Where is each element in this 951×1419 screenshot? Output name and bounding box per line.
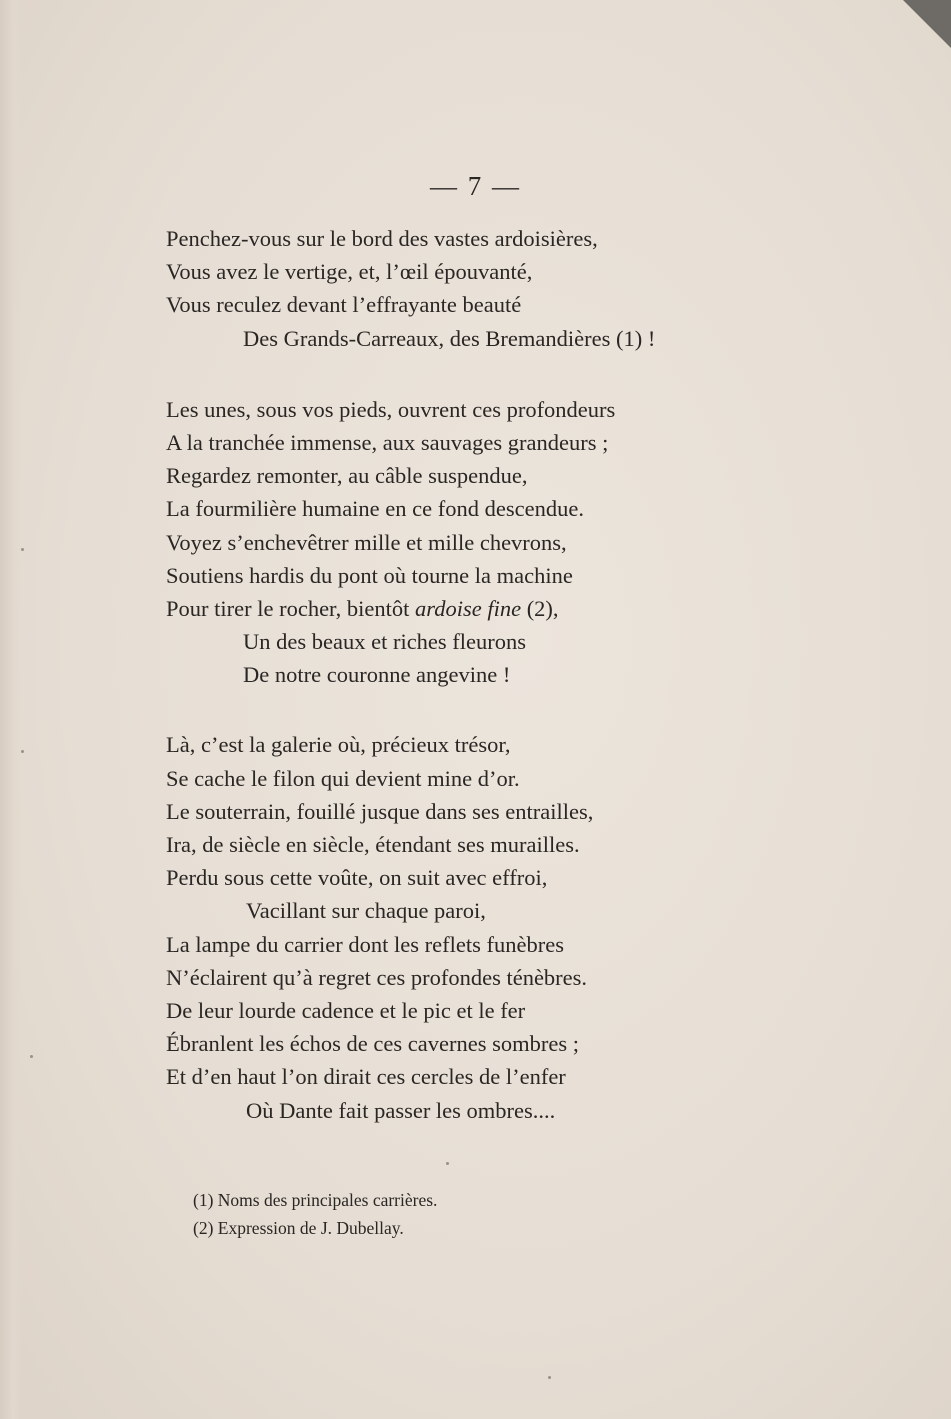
verse-line: Le souterrain, fouillé jusque dans ses entrailles, bbox=[166, 798, 594, 824]
verse-line: Vacillant sur chaque paroi, bbox=[246, 898, 486, 924]
italic-phrase: ardoise fine bbox=[415, 595, 522, 621]
verse-line: Les unes, sous vos pieds, ouvrent ces profondeurs bbox=[166, 396, 616, 422]
verse-line: Se cache le filon qui devient mine d’or. bbox=[166, 765, 520, 791]
paper-speck bbox=[21, 750, 24, 753]
stanza bbox=[166, 728, 726, 1126]
verse-line bbox=[166, 592, 726, 625]
verse-line: Là, c’est la galerie où, précieux trésor, bbox=[166, 732, 511, 758]
paper-speck bbox=[21, 548, 24, 551]
stanza bbox=[166, 393, 726, 692]
verse-line: A la tranchée immense, aux sauvages grandeurs ; bbox=[166, 429, 609, 455]
verse-line: La fourmilière humaine en ce fond descendue. bbox=[166, 496, 584, 522]
verse-line: Perdu sous cette voûte, on suit avec effroi, bbox=[166, 865, 548, 891]
verse-line: De notre couronne angevine ! bbox=[243, 662, 511, 688]
stanza bbox=[166, 222, 726, 355]
footnote: (2) Expression de J. Dubellay. bbox=[193, 1218, 404, 1238]
verse-line: Où Dante fait passer les ombres.... bbox=[246, 1097, 556, 1123]
footnotes bbox=[193, 1186, 693, 1242]
verse-line: Voyez s’enchevêtrer mille et mille chevrons, bbox=[166, 529, 567, 555]
paper-speck bbox=[446, 1162, 449, 1165]
verse-text: (2), bbox=[521, 595, 559, 621]
verse-line: Et d’en haut l’on dirait ces cercles de l’enfer bbox=[166, 1064, 566, 1090]
verse-line: N’éclairent qu’à regret ces profondes ténèbres. bbox=[166, 964, 588, 990]
binding-shadow bbox=[0, 0, 22, 1419]
poem bbox=[166, 222, 726, 1127]
verse-line: Vous reculez devant l’effrayante beauté bbox=[166, 292, 522, 318]
verse-line: Regardez remonter, au câble suspendue, bbox=[166, 463, 528, 489]
paper-speck bbox=[548, 1376, 551, 1379]
verse-text: Pour tirer le rocher, bientôt bbox=[166, 595, 416, 621]
verse-line: De leur lourde cadence et le pic et le fer bbox=[166, 997, 526, 1023]
verse-line: Penchez-vous sur le bord des vastes ardoisières, bbox=[166, 226, 598, 251]
verse-line: Un des beaux et riches fleurons bbox=[243, 629, 527, 655]
paper-speck bbox=[30, 1055, 33, 1058]
footnote: (1) Noms des principales carrières. bbox=[193, 1190, 438, 1210]
verse-line: Soutiens hardis du pont où tourne la machine bbox=[166, 562, 573, 588]
page-number: — 7 — bbox=[430, 171, 521, 201]
verse-line: Ira, de siècle en siècle, étendant ses murailles. bbox=[166, 832, 580, 857]
verse-line: Des Grands-Carreaux, des Bremandières (1) ! bbox=[243, 325, 656, 351]
folded-corner bbox=[903, 0, 951, 48]
verse-line: La lampe du carrier dont les reflets funèbres bbox=[166, 931, 564, 957]
verse-line: Ébranlent les échos de ces cavernes sombres ; bbox=[166, 1031, 579, 1057]
verse-line: Vous avez le vertige, et, l’œil épouvanté, bbox=[166, 259, 533, 285]
